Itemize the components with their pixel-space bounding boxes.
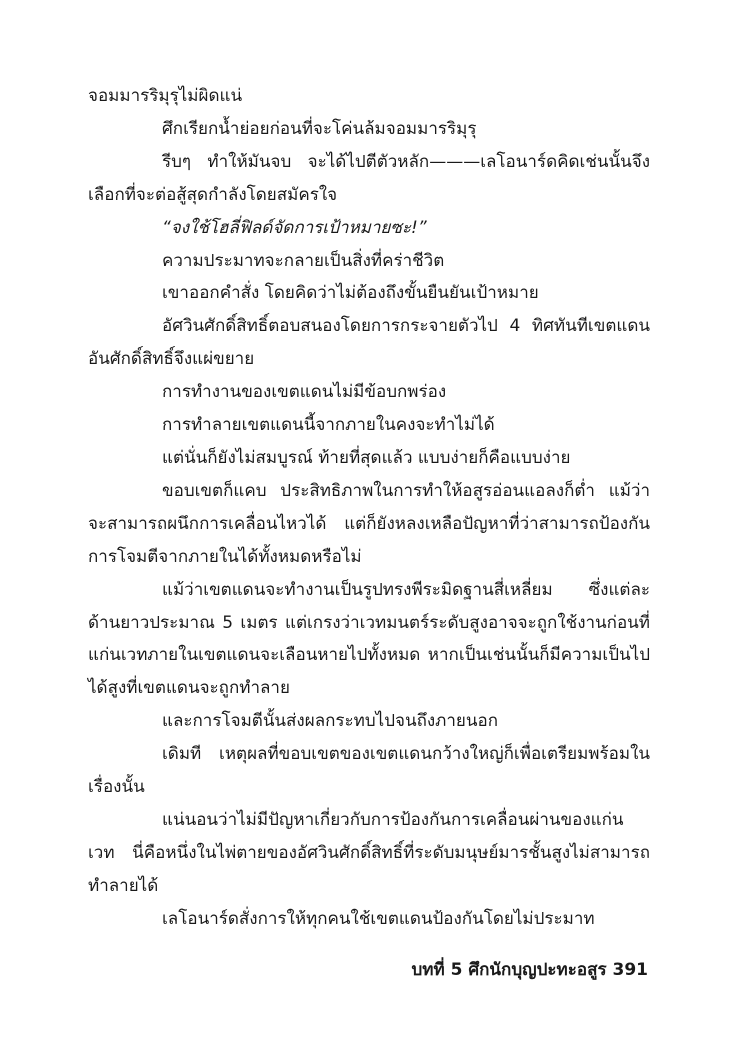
paragraph-13: และการโจมตีนั้นส่งผลกระทบไปจนถึงภายนอก	[162, 711, 499, 732]
dialogue-line: “จงใช้โฮลี่ฟิลด์จัดการเป้าหมายซะ!”	[162, 217, 427, 238]
paragraph-15: แน่นอนว่าไม่มีปัญหาเกี่ยวกับการป้องกันการเคลื่อนผ่านของแก่นเวท นี่คือหนึ่งในไพ่ตายของอัศวินศักดิ์สิทธิ์ที่ระดับมนุษย์มารชั้นสูงไม่สามารถทำลายได้	[88, 809, 650, 896]
body-text	[88, 80, 650, 936]
paragraph-10: แต่นั่นก็ยังไม่สมบูรณ์ ท้ายที่สุดแล้ว แบบง่ายก็คือแบบง่าย	[162, 447, 571, 468]
paragraph-16: เลโอนาร์ดสั่งการให้ทุกคนใช้เขตแดนป้องกันโดยไม่ประมาท	[162, 908, 595, 929]
paragraph-5: ความประมาทจะกลายเป็นสิ่งที่คร่าชีวิต	[162, 250, 445, 271]
paragraph-3: รีบๆ ทำให้มันจบ จะได้ไปตีตัวหลัก———เลโอนาร์ดคิดเช่นนั้นจึงเลือกที่จะต่อสู้สุดกำลังโดยสมัครใจ	[88, 151, 650, 205]
page-footer: บทที่ 5 ศึกนักบุญปะทะอสูร 391	[411, 960, 648, 980]
paragraph-9: การทำลายเขตแดนนี้จากภายในคงจะทำไม่ได้	[162, 415, 495, 436]
paragraph-12: แม้ว่าเขตแดนจะทำงานเป็นรูปทรงพีระมิดฐานสี่เหลี่ยม ซึ่งแต่ละด้านยาวประมาณ 5 เมตร แต่เกรงว่าเวทมนตร์ระดับสูงอาจจะถูกใช้งานก่อนที่แก่นเวทภายในเขตแดนจะเลือนหายไปทั้งหมด หากเป็นเช่นนั้นก็มีความเป็นไปได้สูงที่เขตแดนจะถูกทำลาย	[88, 579, 650, 699]
paragraph-6: เขาออกคำสั่ง โดยคิดว่าไม่ต้องถึงขั้นยืนยันเป้าหมาย	[162, 283, 539, 304]
paragraph-11: ขอบเขตก็แคบ ประสิทธิภาพในการทำให้อสูรอ่อนแอลงก็ต่ำ แม้ว่าจะสามารถผนึกการเคลื่อนไหวได้ แต่ก็ยังหลงเหลือปัญหาที่ว่าสามารถป้องกันการโจมตีจากภายในได้ทั้งหมดหรือไม่	[88, 480, 650, 567]
paragraph-14: เดิมที เหตุผลที่ขอบเขตของเขตแดนกว้างใหญ่ก็เพื่อเตรียมพร้อมในเรื่องนั้น	[88, 744, 650, 798]
paragraph-1: จอมมารริมุรุไม่ผิดแน่	[88, 86, 243, 106]
paragraph-7: อัศวินศักดิ์สิทธิ์ตอบสนองโดยการกระจายตัวไป 4 ทิศทันทีเขตแดนอันศักดิ์สิทธิ์จึงแผ่ขยาย	[88, 316, 650, 370]
paragraph-2: ศึกเรียกน้ำย่อยก่อนที่จะโค่นล้มจอมมารริมุรุ	[162, 118, 477, 139]
paragraph-8: การทำงานของเขตแดนไม่มีข้อบกพร่อง	[162, 382, 447, 403]
